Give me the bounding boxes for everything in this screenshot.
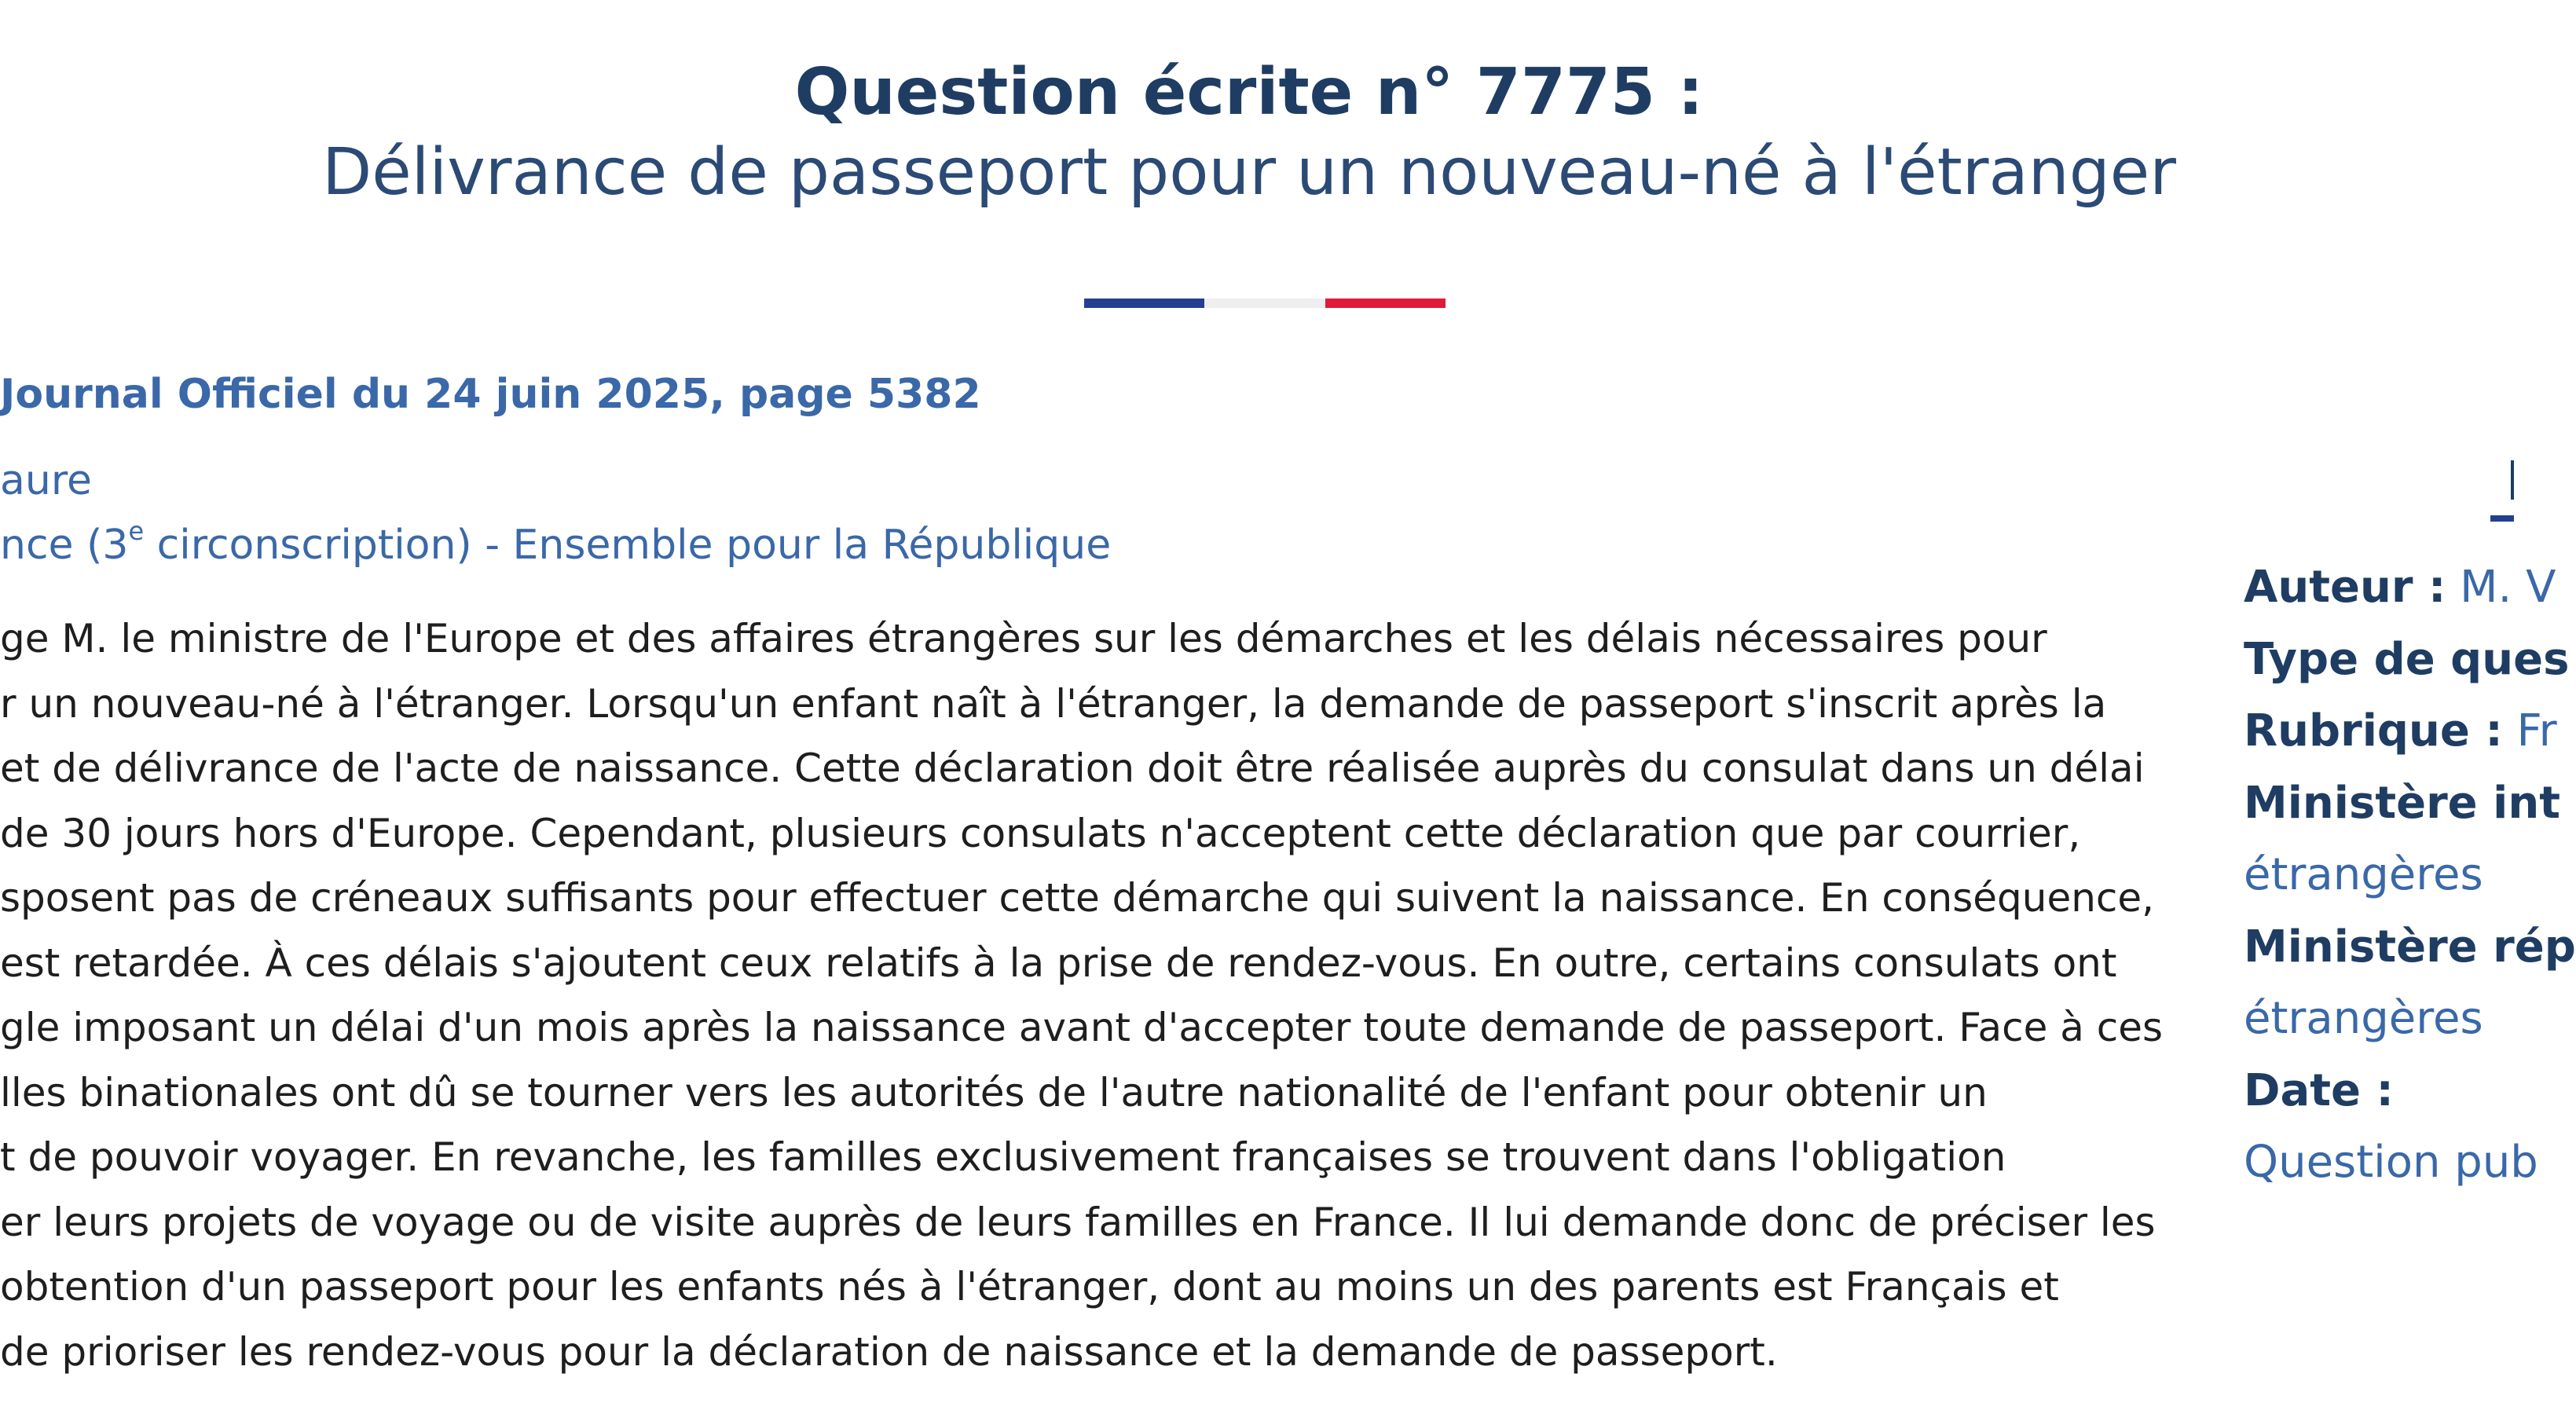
info-rubrique-label: Rubrique : [2244,705,2503,756]
question-text-line: ge M. le ministre de l'Europe et des affaires étrangères sur les démarches et les délais nécessaires pour [0,616,2047,661]
info-ministere-interroge-value[interactable]: étrangères [2244,849,2483,900]
question-text-line: er leurs projets de voyage ou de visite auprès de leurs familles en France. Il lui demande donc de préciser les [0,1199,2156,1245]
circonscription-group [0,514,1111,577]
question-info-panel [2244,551,2576,1199]
info-type [2244,624,2570,696]
info-ministere-repondant-value-row [2244,983,2514,1055]
journal-officiel-link[interactable]: Journal Officiel du 24 juin 2025, page 5382 [0,371,981,418]
info-date-value: Question pub [2244,1137,2538,1188]
tricolor-red [1325,299,1446,308]
side-tab-marker [2511,460,2514,500]
author-name: aure [0,457,93,504]
info-auteur-label: Auteur : [2244,562,2446,613]
question-text-line: t de pouvoir voyager. En revanche, les familles exclusivement françaises se trouvent dans l'obligation [0,1134,2006,1180]
question-text-line: et de délivrance de l'acte de naissance. Cette déclaration doit être réalisée auprès du consulat dans un délai [0,745,2145,791]
circo-suffix: circonscription) - Ensemble pour la République [144,522,1112,569]
info-type-label: Type de ques [2244,633,2570,685]
question-text-line: r un nouveau-né à l'étranger. Lorsqu'un enfant naît à l'étranger, la demande de passeport s'inscrit après la [0,680,2107,727]
info-ministere-interroge [2244,767,2560,840]
page-subtitle: Délivrance de passeport pour un nouveau-né à l'étranger [322,135,2176,210]
info-date-value-row [2244,1126,2538,1199]
question-text [0,606,2164,1384]
side-tab-underline [2490,515,2514,522]
info-ministere-interroge-label: Ministère int [2244,777,2560,829]
info-auteur-link[interactable]: M. V [2460,562,2556,613]
circo-sup: e [128,516,145,546]
question-text-line: de 30 jours hors d'Europe. Cependant, plusieurs consulats n'acceptent cette déclaration que par courrier, [0,810,2081,856]
circo-prefix: nce (3 [0,522,129,569]
info-ministere-repondant-label: Ministère rép [2244,921,2576,973]
info-auteur [2244,551,2556,624]
info-ministere-repondant [2244,911,2576,984]
question-text-line: est retardée. À ces délais s'ajoutent ceux relatifs à la prise de rendez-vous. En outre, certains consulats ont [0,940,2117,986]
info-rubrique-link[interactable]: Fr [2516,705,2557,756]
question-text-line: obtention d'un passeport pour les enfants nés à l'étranger, dont au moins un des parents est Français et [0,1264,2059,1310]
info-date-label: Date : [2244,1064,2394,1116]
tricolor-blue [1084,299,1204,308]
tricolor-divider [1084,299,1446,308]
info-ministere-interroge-value-row [2244,839,2514,911]
info-rubrique [2244,695,2557,767]
page-title: Question écrite n° 7775 : [794,55,1704,130]
info-date [2244,1055,2514,1127]
question-text-line: de prioriser les rendez-vous pour la déclaration de naissance et la demande de passeport. [0,1328,1778,1375]
question-text-line: lles binationales ont dû se tourner vers les autorités de l'autre nationalité de l'enfant pour obtenir un [0,1069,1988,1115]
question-text-line: sposent pas de créneaux suffisants pour effectuer cette démarche qui suivent la naissance. En conséquence, [0,875,2155,921]
tricolor-white [1204,299,1325,308]
info-ministere-repondant-value[interactable]: étrangères [2244,993,2483,1044]
question-text-line: gle imposant un délai d'un mois après la naissance avant d'accepter toute demande de passeport. Face à ces [0,1005,2164,1050]
